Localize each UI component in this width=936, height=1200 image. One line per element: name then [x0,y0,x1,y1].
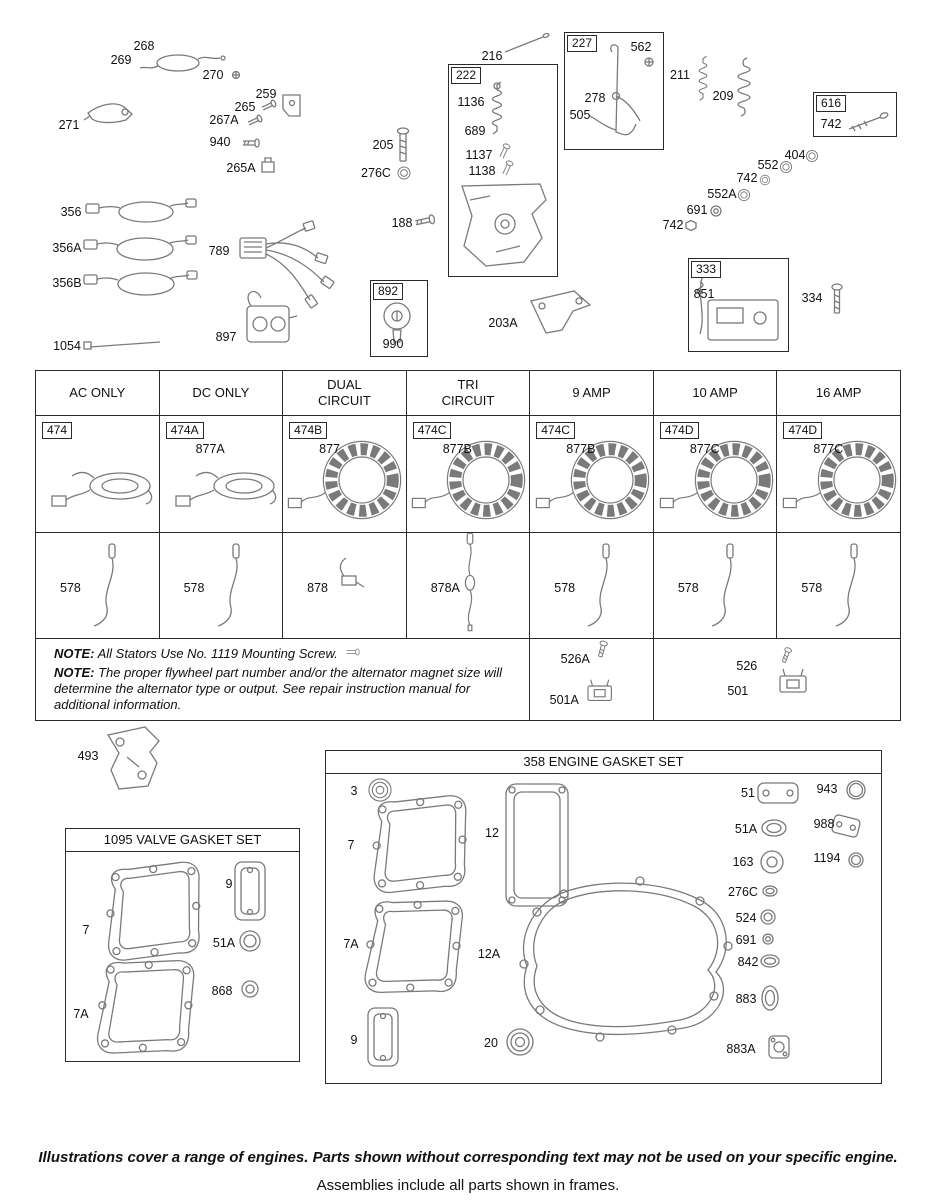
part-label: 578 [183,581,205,595]
frame-label-222: 222 [451,67,481,84]
part-label-20: 20 [484,1036,498,1050]
notes-cell-10-16amp-parts [653,639,900,721]
part-label: 578 [554,581,576,595]
part-label-51A: 51A [212,936,236,950]
part-label-205: 205 [372,138,394,152]
part-label-404: 404 [784,148,806,162]
part-label-789: 789 [208,244,230,258]
part-label-842: 842 [737,955,759,969]
part-label: 878A [430,581,460,595]
part-label-851: 851 [693,287,715,301]
part-label-1194: 1194 [813,851,841,865]
part-label-501A: 501A [549,693,579,707]
part-label-1137: 1137 [465,148,493,162]
part-label-270: 270 [202,68,224,82]
frame-label: 474A [166,422,204,439]
column-header-10amp: 10 AMP [653,371,777,416]
frame-label: 474D [660,422,699,439]
part-label: 877C [813,442,844,456]
stator-cell-tri [406,416,530,533]
part-label: 578 [677,581,699,595]
stator-cell-dc [159,416,283,533]
diode-cell-ac [36,533,160,639]
valve-gasket-set-box [65,828,300,1062]
frame-label-892: 892 [373,283,403,300]
part-label: 578 [60,581,81,595]
part-label-742: 742 [820,117,842,131]
part-label: 578 [801,581,823,595]
part-label-267A: 267A [209,113,239,127]
part-label-271: 271 [58,118,80,132]
notes-cell-9amp-parts [530,639,654,721]
part-label-552A: 552A [707,187,737,201]
engine-gasket-set-title: 358 ENGINE GASKET SET [326,751,881,774]
part-label-9: 9 [350,1033,358,1047]
part-label-988: 988 [813,817,835,831]
note-1: NOTE: All Stators Use No. 1119 Mounting Screw. [54,646,338,661]
diode-cell-dc [159,533,283,639]
alternator-options-table [35,370,901,721]
table-header-row [36,371,901,416]
part-label-276C: 276C [361,166,391,180]
notes-row [36,639,901,721]
valve-gasket-set-title: 1095 VALVE GASKET SET [66,829,299,852]
part-label-742: 742 [736,171,758,185]
part-label-3: 3 [350,784,358,798]
part-label-940: 940 [209,135,231,149]
part-label-7A: 7A [73,1007,89,1021]
frame-label-616: 616 [816,95,846,112]
part-label-51A: 51A [734,822,758,836]
part-label-883A: 883A [726,1042,756,1056]
part-label-1136: 1136 [457,95,485,109]
engine-gasket-set-box [325,750,882,1084]
part-label-7A: 7A [343,937,359,951]
part-label-334: 334 [801,291,823,305]
part-label-216: 216 [481,49,503,63]
table-notes [36,639,529,712]
frame-label: 474 [42,422,72,439]
part-label-562: 562 [630,40,652,54]
diode-cell-10amp [653,533,777,639]
part-label-1054: 1054 [53,339,81,353]
diode-cell-16amp [777,533,901,639]
part-label: 878 [307,581,328,595]
stator-cell-dual [283,416,407,533]
part-label-7: 7 [82,923,90,937]
footer-disclaimer: Illustrations cover a range of engines. Parts shown without corresponding text may not be used on your specific engine. [38,1149,898,1166]
part-label-742: 742 [662,218,684,232]
part-label-211: 211 [670,68,690,82]
diode-cell-9amp [530,533,654,639]
part-label-868: 868 [211,984,233,998]
part-label-356: 356 [60,205,82,219]
part-label-990: 990 [382,337,404,351]
part-label-691: 691 [735,933,757,947]
part-label: 877B [566,442,596,456]
part-label-505: 505 [569,108,591,122]
part-label-12: 12 [485,826,499,840]
part-label-526A: 526A [560,652,590,666]
stator-cell-ac [36,416,160,533]
part-label-276C: 276C [728,885,758,899]
part-label-691: 691 [686,203,708,217]
part-label-526: 526 [736,659,758,673]
stator-cell-10amp [653,416,777,533]
part-label-524: 524 [735,911,757,925]
frame-label: 474D [783,422,822,439]
column-header-9amp: 9 AMP [530,371,654,416]
notes-cell [36,639,530,721]
frame-label: 474B [289,422,327,439]
part-label-203A: 203A [488,316,518,330]
part-label-188: 188 [391,216,413,230]
part-label-356A: 356A [52,241,82,255]
frame-label: 474C [536,422,575,439]
diode-row [36,533,901,639]
part-label-51: 51 [741,786,755,800]
stator-row [36,416,901,533]
column-header-dc-only: DC ONLY [159,371,283,416]
stator-cell-16amp [777,416,901,533]
footer-assemblies-note: Assemblies include all parts shown in frames. [316,1177,620,1194]
stator-cell-9amp [530,416,654,533]
part-label-269: 269 [110,53,132,67]
part-label-897: 897 [215,330,237,344]
part-label-265: 265 [234,100,256,114]
part-label: 877A [195,442,225,456]
part-label-268: 268 [133,39,155,53]
part-label-943: 943 [816,782,838,796]
note-2: NOTE: The proper flywheel part number and/or the alternator magnet size will determine the alternator type or output. See repair instruction manual for additional information. [54,664,503,712]
part-label-552: 552 [757,158,779,172]
part-label-209: 209 [712,89,734,103]
part-label: 877 [319,442,340,456]
part-label-689: 689 [464,124,486,138]
part-label-278: 278 [584,91,606,105]
column-header-ac-only: AC ONLY [36,371,160,416]
column-header-dual-circuit: DUAL CIRCUIT [283,371,407,416]
column-header-tri-circuit: TRI CIRCUIT [406,371,530,416]
part-label-265A: 265A [226,161,256,175]
part-label: 877B [442,442,472,456]
part-label-12A: 12A [477,947,501,961]
part-label-493: 493 [77,749,99,763]
part-label-9: 9 [225,877,233,891]
diode-cell-dual [283,533,407,639]
frame-label: 474C [413,422,452,439]
part-label-356B: 356B [52,276,82,290]
diode-cell-tri [406,533,530,639]
column-header-16amp: 16 AMP [777,371,901,416]
frame-label-333: 333 [691,261,721,278]
part-label-1138: 1138 [468,164,496,178]
part-label-7: 7 [347,838,355,852]
part-label-501: 501 [727,684,749,698]
part-label-163: 163 [732,855,754,869]
part-label: 877C [689,442,720,456]
frame-label-227: 227 [567,35,597,52]
part-label-259: 259 [255,87,277,101]
part-label-883: 883 [735,992,757,1006]
